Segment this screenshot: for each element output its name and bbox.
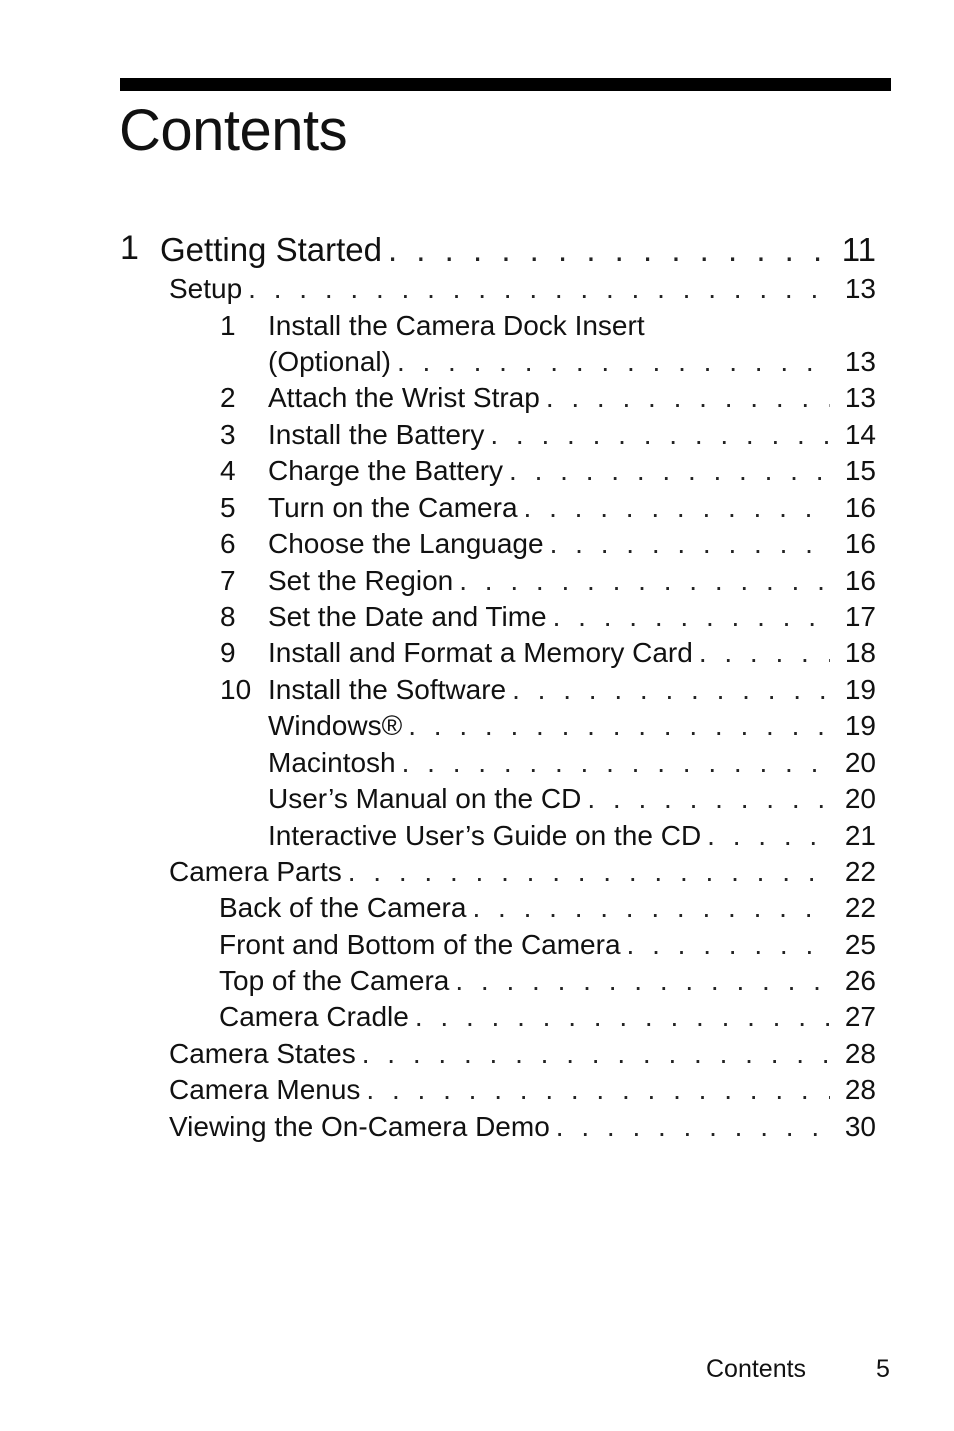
toc-entry-title: Set the Date and Time (268, 601, 547, 632)
toc-entry-title: Camera Menus (169, 1074, 361, 1105)
dot-leader (455, 963, 830, 999)
step-number: 10 (220, 674, 252, 705)
toc-entry-page: 17 (844, 601, 876, 632)
toc-entry-setup[interactable] (169, 271, 876, 307)
toc-entry-page: 21 (844, 820, 876, 851)
toc-entry-page: 13 (844, 273, 876, 304)
dot-leader (553, 599, 830, 635)
toc-entry-page: 16 (844, 565, 876, 596)
toc-entry-title: Top of the Camera (219, 965, 450, 996)
toc-entry-camera-parts[interactable] (169, 854, 876, 890)
toc-entry-title: Camera Cradle (219, 1001, 409, 1032)
toc-entry-back-of-camera[interactable] (219, 890, 876, 926)
toc-entry-title: Install the Software (268, 674, 507, 705)
step-number: 1 (220, 310, 236, 341)
toc-entry-page: 19 (844, 674, 876, 705)
dot-leader (248, 271, 830, 307)
toc-entry-step-10[interactable] (268, 672, 876, 708)
step-number: 8 (220, 601, 236, 632)
toc-entry-title: Turn on the Camera (268, 492, 518, 523)
toc-entry-front-bottom[interactable] (219, 927, 876, 963)
toc-entry-title: Interactive User’s Guide on the CD (268, 820, 702, 851)
toc-entry-interactive-guide[interactable] (268, 818, 876, 854)
step-number: 9 (220, 637, 236, 668)
toc-entry-camera-states[interactable] (169, 1036, 876, 1072)
toc-entry-page: 28 (844, 1074, 876, 1105)
toc-entry-page: 19 (844, 710, 876, 741)
step-number: 4 (220, 455, 236, 486)
toc-entry-windows[interactable] (268, 708, 876, 744)
step-number: 3 (220, 419, 236, 450)
footer-page-number: 5 (876, 1355, 890, 1383)
toc-entry-step-2[interactable] (268, 380, 876, 416)
dot-leader (524, 490, 830, 526)
toc-entry-top-of-camera[interactable] (219, 963, 876, 999)
toc-entry-page: 11 (841, 231, 876, 268)
toc-entry-title: Back of the Camera (219, 892, 467, 923)
toc-entry-page: 28 (844, 1038, 876, 1069)
toc-entry-title: Getting Started (160, 231, 382, 268)
footer-section-label: Contents (706, 1355, 807, 1383)
dot-leader (512, 672, 830, 708)
toc-entry-page: 20 (844, 783, 876, 814)
dot-leader (348, 854, 830, 890)
toc-entry-page: 13 (844, 382, 876, 413)
step-number: 5 (220, 492, 236, 523)
dot-leader (627, 927, 830, 963)
dot-leader (699, 635, 830, 671)
toc-entry-page: 16 (844, 528, 876, 559)
toc-entry-title: Macintosh (268, 747, 396, 778)
toc-entry-page: 22 (844, 892, 876, 923)
toc-entry-page: 30 (844, 1111, 876, 1142)
dot-leader (587, 781, 830, 817)
toc-entry-title: Install and Format a Memory Card (268, 637, 693, 668)
toc-entry-title: Windows® (268, 710, 403, 741)
toc-entry-page: 13 (844, 346, 876, 377)
toc-entry-title: (Optional) (268, 346, 391, 377)
toc-entry-page: 20 (844, 747, 876, 778)
dot-leader (490, 417, 830, 453)
step-number: 7 (220, 565, 236, 596)
toc-entry-page: 25 (844, 929, 876, 960)
toc-entry-step-8[interactable] (268, 599, 876, 635)
dot-leader (509, 453, 830, 489)
toc-entry-page: 18 (844, 637, 876, 668)
page-title: Contents (119, 98, 348, 163)
toc-entry-step-5[interactable] (268, 490, 876, 526)
dot-leader (546, 380, 830, 416)
dot-leader (402, 745, 830, 781)
toc-entry-title: Install the Battery (268, 419, 485, 450)
toc-entry-title: Charge the Battery (268, 455, 504, 486)
toc-entry-page: 27 (844, 1001, 876, 1032)
toc-entry-macintosh[interactable] (268, 745, 876, 781)
step-number: 2 (220, 382, 236, 413)
dot-leader (397, 344, 830, 380)
dot-leader (415, 999, 830, 1035)
toc-entry-step-6[interactable] (268, 526, 876, 562)
toc-entry-step-1[interactable] (268, 344, 876, 380)
toc-entry-page: 15 (844, 455, 876, 486)
toc-entry-title: Set the Region (268, 565, 454, 596)
toc-entry-step-4[interactable] (268, 453, 876, 489)
toc-entry-step-9[interactable] (268, 635, 876, 671)
toc-entry-page: 16 (844, 492, 876, 523)
dot-leader (366, 1072, 830, 1108)
toc-entry-title: User’s Manual on the CD (268, 783, 582, 814)
dot-leader (362, 1036, 830, 1072)
toc-entry-title: Camera Parts (169, 856, 342, 887)
toc-entry-page: 22 (844, 856, 876, 887)
toc-entry-title: Setup (169, 273, 243, 304)
toc-entry-title: Attach the Wrist Strap (268, 382, 540, 413)
dot-leader (472, 890, 830, 926)
dot-leader (388, 228, 824, 272)
toc-entry-title: Camera States (169, 1038, 356, 1069)
dot-leader (459, 563, 830, 599)
toc-entry-step-1-line-1[interactable] (268, 308, 876, 344)
dot-leader (408, 708, 830, 744)
toc-entry-step-7[interactable] (268, 563, 876, 599)
toc-entry-camera-cradle[interactable] (219, 999, 876, 1035)
toc-entry-chapter[interactable] (160, 228, 876, 272)
dot-leader (556, 1109, 830, 1145)
toc-entry-title: Front and Bottom of the Camera (219, 929, 621, 960)
toc-entry-page: 26 (844, 965, 876, 996)
toc-entry-page: 14 (844, 419, 876, 450)
toc-entry-camera-menus[interactable] (169, 1072, 876, 1108)
toc-entry-on-camera-demo[interactable] (169, 1109, 876, 1145)
toc-entry-title-line-1: Install the Camera Dock Insert (268, 310, 645, 341)
dot-leader (550, 526, 830, 562)
toc-entry-step-3[interactable] (268, 417, 876, 453)
toc-entry-title: Viewing the On-Camera Demo (169, 1111, 550, 1142)
chapter-number: 1 (120, 229, 139, 267)
step-number: 6 (220, 528, 236, 559)
toc-entry-title: Choose the Language (268, 528, 544, 559)
dot-leader (707, 818, 830, 854)
toc-entry-users-manual[interactable] (268, 781, 876, 817)
